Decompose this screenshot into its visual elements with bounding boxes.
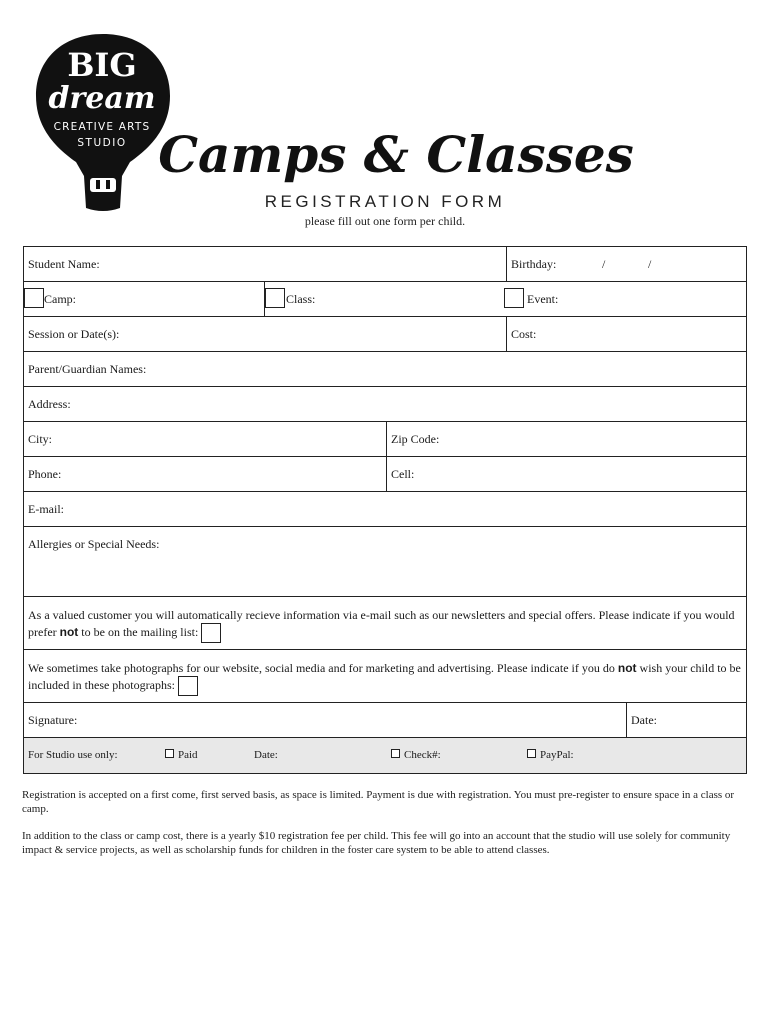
zip-field[interactable] (386, 422, 746, 456)
cost-label: Cost: (511, 327, 537, 341)
registration-form (23, 246, 747, 774)
birthday-field[interactable] (506, 247, 746, 281)
signature-label: Signature: (28, 713, 78, 727)
address-label: Address: (28, 397, 71, 411)
form-note: please fill out one form per child. (304, 214, 466, 228)
mailing-list-text: As a valued customer you will automatically recieve information via e-mail such as our newsletters and special offers. Please indicate if you would prefer not to be on the mailing list: (28, 607, 742, 643)
signature-field[interactable] (24, 703, 626, 737)
logo-text-creative-arts: CREATIVE ARTS (53, 121, 151, 133)
city-field[interactable] (24, 422, 386, 456)
birthday-label: Birthday: (511, 257, 557, 271)
row-student (24, 247, 746, 282)
row-session (24, 317, 746, 352)
cell-label: Cell: (391, 467, 415, 481)
birthday-separator: / (648, 257, 652, 271)
page-title (158, 118, 634, 190)
studio-check: Check#: (391, 749, 441, 761)
studio-paypal: PayPal: (527, 749, 574, 761)
class-label: Class: (286, 292, 316, 306)
class-option (264, 282, 506, 316)
camp-label: Camp: (44, 292, 76, 306)
parent-field[interactable] (24, 352, 746, 386)
registration-fee-note: In addition to the class or camp cost, there is a yearly $10 registration fee per child. This fee will go into an account that the studio will use solely for community impact & service projects, as well as scholarship funds for children in the foster care system to be able to attend classes. (22, 830, 731, 856)
logo-text-dream: dream (48, 81, 156, 116)
allergies-field[interactable] (24, 527, 746, 596)
date-label: Date: (631, 713, 657, 727)
city-label: City: (28, 432, 53, 446)
birthday-separator: / (602, 257, 606, 271)
cost-field[interactable] (506, 317, 746, 351)
allergies-label: Allergies or Special Needs: (28, 537, 160, 551)
camp-option (24, 282, 264, 316)
class-checkbox[interactable] (265, 288, 285, 308)
page-title-text: Camps & Classes (158, 125, 634, 184)
row-type (24, 282, 746, 317)
session-label: Session or Date(s): (28, 327, 120, 341)
email-field[interactable] (24, 492, 746, 526)
form-subtitle: REGISTRATION FORM (264, 192, 506, 211)
event-checkbox[interactable] (504, 288, 524, 308)
student-name-label: Student Name: (28, 257, 100, 271)
logo-text-studio: STUDIO (77, 137, 127, 149)
phone-label: Phone: (28, 467, 62, 481)
row-signature (24, 703, 746, 738)
row-address (24, 387, 746, 422)
phone-field[interactable] (24, 457, 386, 491)
date-field[interactable] (626, 703, 746, 737)
parent-label: Parent/Guardian Names: (28, 362, 147, 376)
row-allergies (24, 527, 746, 597)
paid-checkbox[interactable] (165, 749, 174, 758)
row-photo (24, 650, 746, 703)
row-phone (24, 457, 746, 492)
mailing-not-emphasis: not (59, 625, 79, 639)
session-field[interactable] (24, 317, 506, 351)
studio-paid: Paid (165, 749, 198, 761)
studio-date-label: Date: (254, 749, 278, 761)
photo-opt-out-checkbox[interactable] (178, 676, 198, 696)
event-option (502, 282, 746, 316)
row-city (24, 422, 746, 457)
camp-checkbox[interactable] (24, 288, 44, 308)
row-email (24, 492, 746, 527)
registration-policy: Registration is accepted on a first come, first served basis, as space is limited. Payment is due with registration. You must pre-register to ensure space in a class or camp. (22, 789, 735, 815)
row-mailing-list (24, 597, 746, 650)
email-label: E-mail: (28, 502, 64, 516)
row-studio-use (24, 738, 746, 773)
address-field[interactable] (24, 387, 746, 421)
check-checkbox[interactable] (391, 749, 400, 758)
student-name-field[interactable] (24, 247, 506, 281)
photo-consent-text: We sometimes take photographs for our website, social media and for marketing and advertising. Please indicate if you do not wish your child to be included in these photographs: (28, 660, 742, 696)
big-dream-logo (32, 30, 174, 214)
event-label: Event: (527, 292, 559, 306)
mailing-opt-out-checkbox[interactable] (201, 623, 221, 643)
studio-use-label: For Studio use only: (28, 749, 118, 761)
logo-text-big: BIG (67, 46, 137, 84)
photo-not-emphasis: not (617, 661, 637, 675)
paypal-checkbox[interactable] (527, 749, 536, 758)
cell-field[interactable] (386, 457, 746, 491)
row-parent (24, 352, 746, 387)
zip-label: Zip Code: (391, 432, 440, 446)
